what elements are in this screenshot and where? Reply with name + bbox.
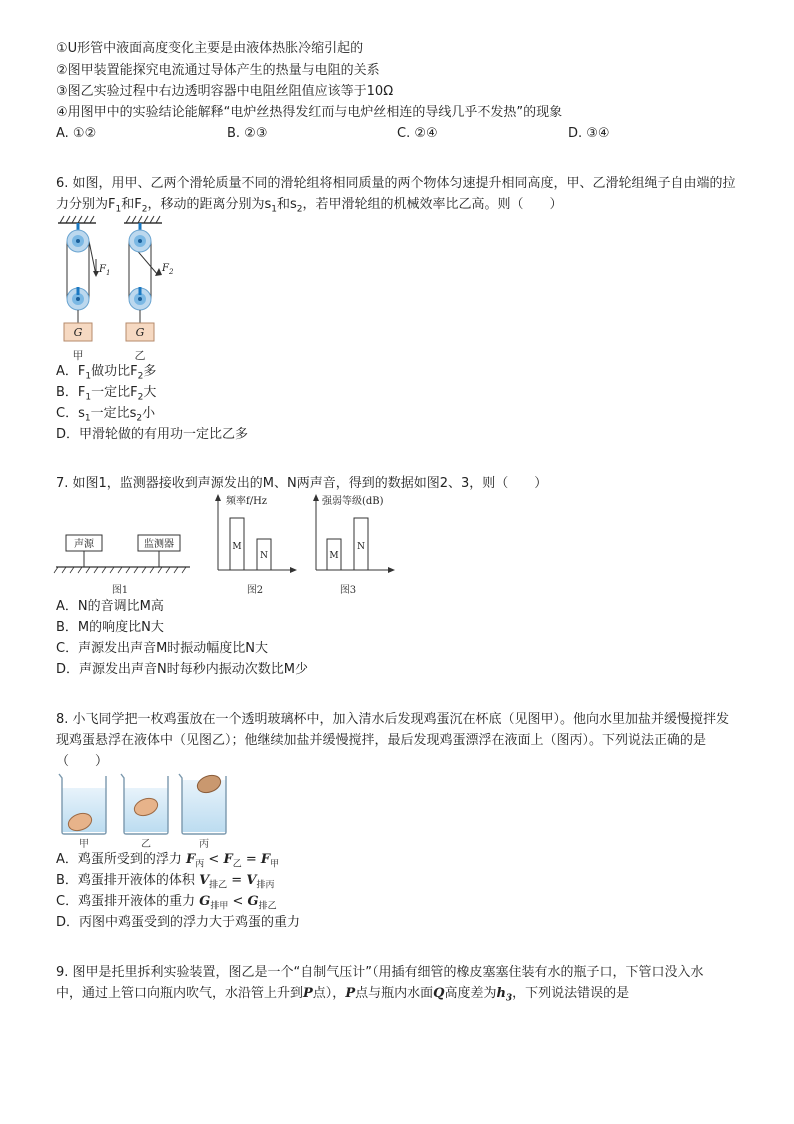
q5-statement-4: ④用图甲中的实验结论能解释“电炉丝热得发红而与电炉丝相连的导线几乎不发热”的现象	[56, 105, 563, 120]
svg-text:图2: 图2	[246, 585, 264, 596]
q8-option-d: D．丙图中鸡蛋受到的浮力大于鸡蛋的重力	[56, 915, 301, 930]
svg-text:G: G	[73, 326, 83, 339]
svg-text:乙: 乙	[134, 349, 146, 362]
q5-option-a: A. ①②	[56, 126, 97, 141]
pulley-diagram	[54, 213, 194, 363]
q5-statement-1: ①U形管中液面高度变化主要是由液体热胀冷缩引起的	[56, 41, 364, 56]
q6-stem-line2: 力分别为$F_1$和$F_2$，移动的距离分别为$s_1$和$s_2$，若甲滑轮组的机械效率比乙高。则（ ）	[56, 197, 563, 215]
q8-stem-line3: （ ）	[56, 754, 109, 769]
svg-text:强弱等级(dB): 强弱等级(dB)	[322, 496, 384, 507]
q7-option-c: C．声源发出声音M时振动幅度比N大	[56, 641, 269, 656]
svg-text:图1: 图1	[111, 585, 129, 596]
q6-option-a: A．$F_1$做功比$F_2$多	[56, 364, 157, 382]
svg-text:声源: 声源	[74, 539, 94, 550]
f2-label: $F_2$	[162, 263, 174, 276]
q9-stem-line1: 9. 图甲是托里拆利实验装置，图乙是一个“自制气压计”（用插有细管的橡皮塞塞住装有水的瓶子口，下管口没入水	[56, 965, 704, 980]
svg-text:监测器: 监测器	[144, 539, 174, 550]
svg-text:乙: 乙	[141, 839, 151, 850]
svg-text:M: M	[329, 551, 339, 561]
q9-stem-line2: 中，通过上管口向瓶内吹气，水沿管上升到P点），P点与瓶内水面Q高度差为$h_3$，下列说法错误的是	[56, 986, 630, 1004]
f1-label: $F_1$	[99, 264, 111, 277]
q5-option-d: D. ③④	[568, 126, 610, 141]
q6-option-b: B．$F_1$一定比$F_2$大	[56, 385, 157, 403]
svg-text:甲: 甲	[79, 839, 89, 850]
q6-stem-line1: 6. 如图，用甲、乙两个滑轮质量不同的滑轮组将相同质量的两个物体匀速提升相同高度，甲、乙滑轮组绳子自由端的拉	[56, 176, 736, 191]
q5-statement-3: ③图乙实验过程中右边透明容器中电阻丝阻值应该等于10Ω	[56, 84, 394, 99]
svg-text:N: N	[260, 551, 268, 561]
q7-option-a: A．N的音调比M高	[56, 599, 164, 614]
q6-option-c: C．$s_1$一定比$s_2$小	[56, 406, 156, 424]
q7-stem: 7. 如图1，监测器接收到声源发出的M、N两声音，得到的数据如图2、3，则（ ）	[56, 476, 548, 491]
q8-option-c: C．鸡蛋排开液体的重力 $G_{排甲} < G_{排乙}$	[56, 894, 277, 912]
q8-stem-line2: 现鸡蛋悬浮在液体中（见图乙）；他继续加盐并缓慢搅拌，最后发现鸡蛋漂浮在液面上（图丙）。下列说法正确的是	[56, 733, 707, 748]
beaker-diagram	[56, 770, 246, 852]
svg-text:丙: 丙	[199, 839, 209, 850]
q7-option-d: D．声源发出声音N时每秒内振动次数比M少	[56, 662, 308, 677]
svg-text:频率f/Hz: 频率f/Hz	[226, 496, 268, 507]
q7-option-b: B．M的响度比N大	[56, 620, 164, 635]
q5-option-c: C. ②④	[397, 126, 438, 141]
q5-statement-2: ②图甲装置能探究电流通过导体产生的热量与电阻的关系	[56, 63, 380, 78]
svg-text:M: M	[232, 542, 242, 552]
q8-option-a: A．鸡蛋所受到的浮力 $F_丙 < F_乙 = F_甲$	[56, 852, 280, 870]
sound-figures	[54, 492, 394, 602]
svg-text:G: G	[135, 326, 145, 339]
svg-text:甲: 甲	[72, 349, 84, 362]
svg-text:图3: 图3	[339, 585, 357, 596]
q5-option-b: B. ②③	[227, 126, 268, 141]
svg-text:N: N	[357, 542, 365, 552]
q8-option-b: B．鸡蛋排开液体的体积 $V_{排乙} = V_{排丙}$	[56, 873, 275, 891]
q8-stem-line1: 8. 小飞同学把一枚鸡蛋放在一个透明玻璃杯中，加入清水后发现鸡蛋沉在杯底（见图甲）。他向水里加盐并缓慢搅拌发	[56, 712, 730, 727]
q6-option-d: D．甲滑轮做的有用功一定比乙多	[56, 427, 249, 442]
